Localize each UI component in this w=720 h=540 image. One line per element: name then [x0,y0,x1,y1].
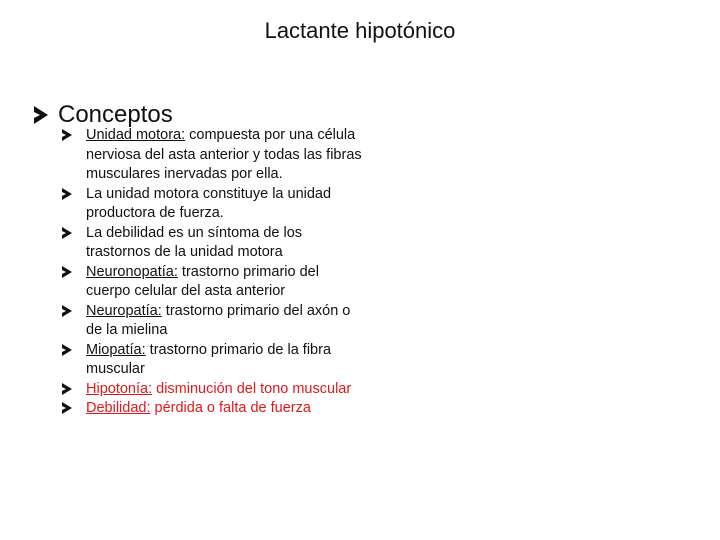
arrow-bullet-icon [62,129,72,141]
item-term: Hipotonía: [86,380,153,397]
list-item [62,399,362,419]
slide-title: Lactante hipotónico [264,18,456,43]
arrow-bullet-icon [62,344,72,356]
item-text: disminución del tono muscular [152,380,352,397]
item-text: La unidad motora constituye la unidad productora de fuerza. [86,185,332,221]
arrow-bullet-icon [62,188,72,200]
item-text: trastorno primario del axón o de la mielina [86,302,351,338]
item-term: Unidad motora: [86,127,186,143]
section-heading-label: Conceptos [58,101,173,128]
item-term: Debilidad: [86,400,151,416]
arrow-bullet-icon [62,305,72,317]
item-text: trastorno primario del cuerpo celular del asta anterior [86,263,319,299]
item-term: Neuronopatía: [86,263,178,280]
item-term: Miopatía: [86,341,146,358]
list-item [62,302,362,341]
list-item [62,126,362,185]
item-text: La debilidad es un síntoma de los trastornos de la unidad motora [86,224,303,260]
arrow-bullet-icon [62,402,72,414]
item-text: compuesta por una célula nerviosa del asta anterior y todas las fibras musculares inervadas por ella. [86,127,362,182]
item-text: trastorno primario de la fibra muscular [86,341,332,377]
concept-list [62,126,362,419]
list-item [62,263,362,302]
arrow-bullet-icon [34,106,48,124]
arrow-bullet-icon [62,227,72,239]
arrow-bullet-icon [62,383,72,395]
list-item [62,185,362,224]
item-text: pérdida o falta de fuerza [150,400,311,416]
list-item [62,341,362,380]
arrow-bullet-icon [62,266,72,278]
list-item [62,224,362,263]
item-term: Neuropatía: [86,302,162,319]
list-item [62,380,362,400]
